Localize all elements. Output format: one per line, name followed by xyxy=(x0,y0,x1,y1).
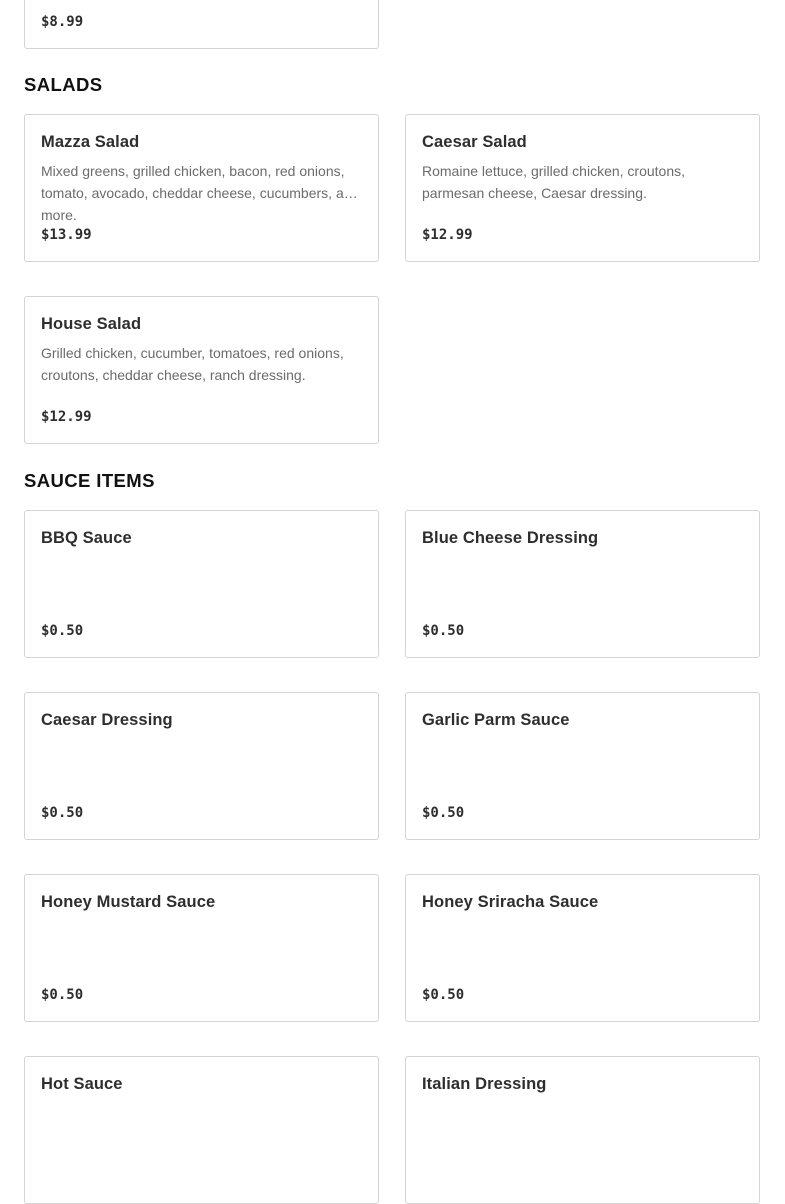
menu-item-price: $13.99 xyxy=(41,227,92,243)
menu-item-price: $0.50 xyxy=(41,623,84,639)
menu-item-name: Caesar Dressing xyxy=(41,711,173,729)
menu-item-card-house-salad[interactable] xyxy=(24,296,379,444)
menu-item-name: Honey Mustard Sauce xyxy=(41,893,216,911)
menu-item-price: $0.50 xyxy=(422,623,465,639)
menu-item-card-bbq-sauce[interactable] xyxy=(24,510,379,658)
menu-item-price: $12.99 xyxy=(41,409,92,425)
menu-item-card-garlic-parm-sauce[interactable] xyxy=(405,692,760,840)
menu-item-name: BBQ Sauce xyxy=(41,529,132,547)
menu-item-price: $12.99 xyxy=(422,227,473,243)
menu-item-card-mazza-salad[interactable] xyxy=(24,114,379,262)
menu-item-price: $0.50 xyxy=(41,987,84,1003)
menu-item-price: $0.50 xyxy=(422,987,465,1003)
menu-item-name: Honey Sriracha Sauce xyxy=(422,893,599,911)
menu-item-name: Mazza Salad xyxy=(41,133,140,151)
menu-item-card-hot-sauce[interactable] xyxy=(24,1056,379,1204)
menu-item-price: $8.99 xyxy=(41,14,84,30)
menu-item-card-italian-dressing[interactable] xyxy=(405,1056,760,1204)
menu-item-price: $0.50 xyxy=(41,805,84,821)
menu-item-card-caesar-salad[interactable] xyxy=(405,114,760,262)
menu-item-card-honey-sriracha-sauce[interactable] xyxy=(405,874,760,1022)
menu-item-price: $0.50 xyxy=(422,805,465,821)
menu-item-name: Garlic Parm Sauce xyxy=(422,711,570,729)
section-title-sauce-items: SAUCE ITEMS xyxy=(24,470,155,491)
menu-item-card-caesar-dressing[interactable] xyxy=(24,692,379,840)
menu-item-card-honey-mustard-sauce[interactable] xyxy=(24,874,379,1022)
menu-item-name: Hot Sauce xyxy=(41,1075,123,1093)
menu-item-name: Blue Cheese Dressing xyxy=(422,529,599,547)
menu-item-name: House Salad xyxy=(41,315,142,333)
menu-item-name: Caesar Salad xyxy=(422,133,527,151)
menu-item-name: Italian Dressing xyxy=(422,1075,547,1093)
menu-item-card-blue-cheese-dressing[interactable] xyxy=(405,510,760,658)
menu-item-description: Mixed greens, grilled chicken, bacon, red onions, tomato, avocado, cheddar cheese, cucumbers, and more. xyxy=(41,163,360,223)
section-title-salads: SALADS xyxy=(24,74,103,95)
menu-item-description: Romaine lettuce, grilled chicken, croutons, parmesan cheese, Caesar dressing. xyxy=(422,163,686,201)
menu-item-card[interactable] xyxy=(24,0,379,49)
menu-item-description: Grilled chicken, cucumber, tomatoes, red onions, croutons, cheddar cheese, ranch dressing. xyxy=(41,345,344,383)
